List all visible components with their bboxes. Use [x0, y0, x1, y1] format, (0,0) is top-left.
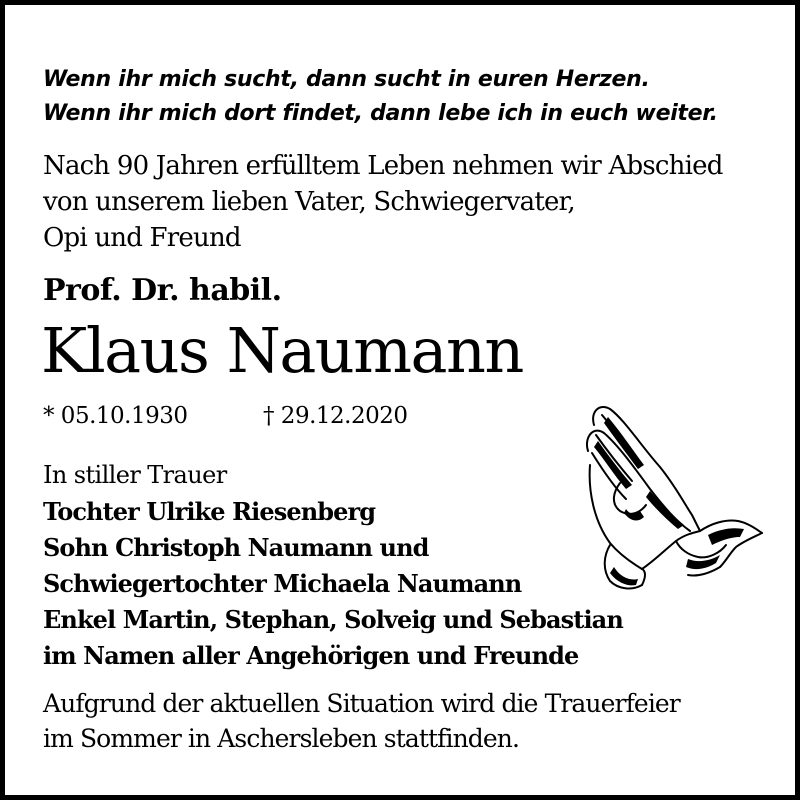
- mourner-line: Schwiegertochter Michaela Naumann: [43, 569, 522, 598]
- intro-line-2: von unserem lieben Vater, Schwiegervater,: [43, 187, 575, 217]
- mourning-label: In stiller Trauer: [43, 461, 227, 489]
- death-date: † 29.12.2020: [263, 403, 408, 429]
- deceased-name: Klaus Naumann: [41, 314, 523, 387]
- closing-note: [43, 686, 680, 756]
- mourner-line: im Namen aller Angehörigen und Freunde: [43, 641, 579, 670]
- intro-line-3: Opi und Freund: [43, 223, 241, 253]
- mourner-line: Sohn Christoph Naumann und: [43, 533, 429, 562]
- mourner-line: Tochter Ulrike Riesenberg: [43, 497, 376, 526]
- motto-line-2: Wenn ihr mich dort findet, dann lebe ich in euch weiter.: [43, 101, 718, 126]
- mourner-line: Enkel Martin, Stephan, Solveig und Sebastian: [43, 605, 623, 634]
- intro-text: [43, 148, 723, 256]
- closing-line-2: im Sommer in Aschersleben stattfinden.: [43, 724, 520, 753]
- intro-line-1: Nach 90 Jahren erfülltem Leben nehmen wir Abschied: [43, 151, 723, 181]
- praying-hands-icon: [580, 395, 765, 595]
- motto: [43, 63, 718, 131]
- academic-title: Prof. Dr. habil.: [43, 273, 282, 308]
- motto-line-1: Wenn ihr mich sucht, dann sucht in euren Herzen.: [43, 67, 650, 92]
- closing-line-1: Aufgrund der aktuellen Situation wird die Trauerfeier: [43, 689, 680, 718]
- mourners-list: [43, 494, 623, 674]
- birth-date: * 05.10.1930: [43, 403, 188, 429]
